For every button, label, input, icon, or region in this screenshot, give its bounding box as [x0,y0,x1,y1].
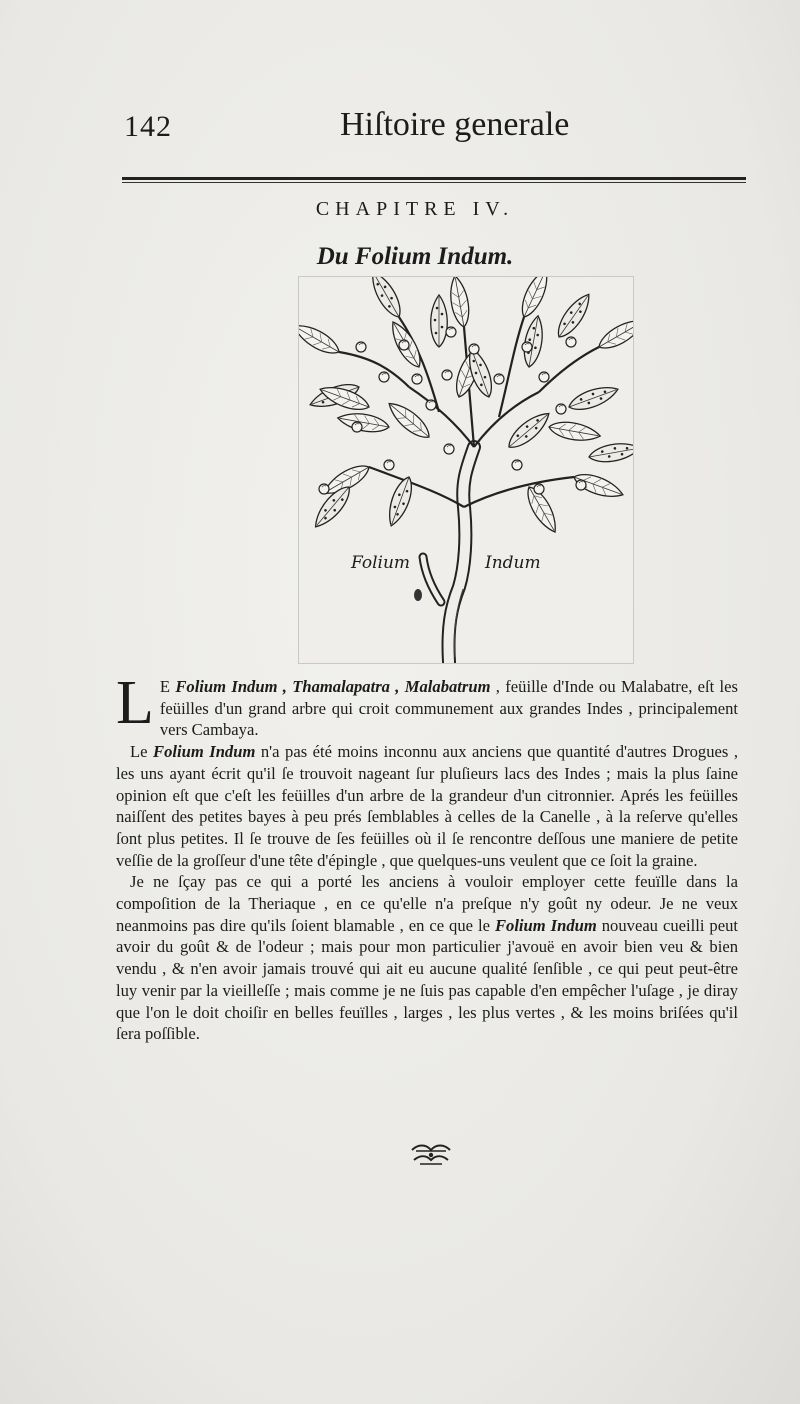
paragraph-3 [116,871,738,1045]
chapter-subtitle: Du Folium Indum. [316,243,514,270]
p2-name: Folium Indum [153,742,256,762]
p1-names: Folium Indum , Thamalapatra , Malabatrum [175,677,491,696]
paragraph-1 [116,669,738,741]
p3-name: Folium Indum [494,915,597,935]
illustration-plate [298,276,634,664]
p1-lead: E [159,677,176,696]
body-text [116,669,739,1045]
p2-start: Le [130,742,154,762]
folium-indum-branch-icon [299,277,633,663]
fleuron-ornament-icon [408,1142,454,1168]
header-rule-thin [122,182,746,183]
running-title: Hiſtoire generale [340,106,570,143]
plate-label-right: Indum [485,553,541,573]
drop-cap: L [116,669,154,737]
p3-rest: nouveau cueilli peut avoir du goût & de l'odeur ; mais pour mon particulier j'avouë en avoir bien veu & bien vendu , & n'en avoir jamais trouvé qui ait eu aucune qualité ſenſible , ce qui peut peut-être luy venir par la vieilleſſe ; mais comme je ne ſuis pas capable d'en empêcher l'uſage , je diray que l'on le doit choiſir en belles feuïlles , larges , les plus vertes , & les moins briſées qu'il ſera poſſible. [116,915,738,1044]
chapter-heading: CHAPITRE IV. [315,198,515,220]
page-number: 142 [124,110,172,143]
header-rule-thick [122,177,746,180]
p2-rest: n'a pas été moins inconnu aux anciens que quantité d'autres Drogues , les uns ayant écrit qu'il ſe trouvoit nageant ſur pluſieurs lacs des Indes ; mais la plus ſaine opinion eſt que c'eſt les feüilles d'un arbre de la grandeur d'un citronnier. Aprés les feüilles naiſſent des petites bayes à peu prés ſemblables à celles de la Canelle , à la reſerve qu'elles ſont plus petites. Il ſe trouve de ſes feüilles où il ſe rencontre deſſous une maniere de petite veſſie de la groſſeur d'une tête d'épingle , que quelques-uns veulent que ce ſoit la graine. [116,742,739,870]
paragraph-2 [116,741,738,871]
p3-start: Je ne ſçay pas ce qui a porté les anciens à vouloir employer cette feuïlle dans la compoſition de la Theriaque , en ce qu'elle n'a preſque n'y goût ny odeur. Je ne veux neanmoins pas dire qu'ils ſoient blamable , en ce que le [116,872,738,935]
plate-label-left: Folium [351,553,411,573]
p1-rest: , feüille d'Inde ou Malabatre, eſt les feüilles d'un grand arbre qui croit communement aux grandes Indes , principalement vers Cambaya. [159,677,738,740]
